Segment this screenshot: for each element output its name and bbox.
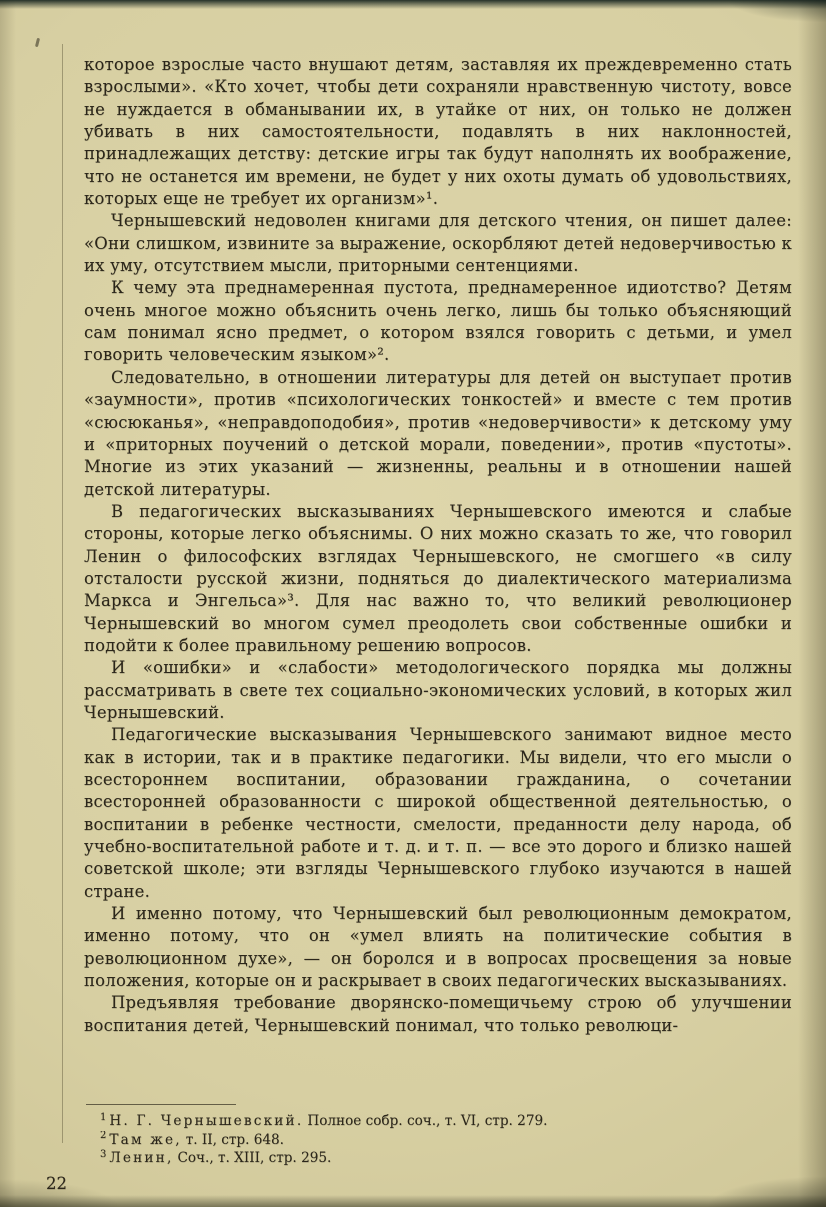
footnote-text: т. II, стр. 648.	[185, 1131, 285, 1148]
footnote-3	[84, 1149, 792, 1168]
footnote-author: Там же,	[109, 1131, 182, 1148]
footnote-marker: 3	[100, 1149, 107, 1160]
paragraph-5: В педагогических высказываниях Чернышевского имеются и слабые стороны, которые легко объяснимы. О них можно сказать то же, что говорил Ленин о философских взглядах Чернышевского, не смогшего «в силу отсталости русской жизни, подняться до диалектического материализма Маркса и Энгельса»³. Для нас важно то, что великий революционер Чернышевский во многом сумел преодолеть свои собственные ошибки и подойти к более правильному решению вопросов.	[84, 501, 792, 655]
footnote-marker: 1	[100, 1112, 107, 1123]
footnote-1	[84, 1112, 792, 1131]
page-number: 22	[46, 1174, 67, 1193]
page-footer	[46, 1104, 792, 1193]
footnote-author: Н. Г. Чернышевский.	[109, 1113, 304, 1130]
footnote-text: Соч., т. XIII, стр. 295.	[177, 1150, 332, 1167]
footnote-marker: 2	[100, 1130, 107, 1142]
paragraph-4: Следовательно, в отношении литературы для детей он выступает против «заумности», против «психологических тонкостей» и вместе с тем против «сюсюканья», «неправдоподобия», против «недоверчивости» к детскому уму и «приторных поучений о детской морали, поведении», против «пустоты». Многие из этих указаний — жизненны, реальны и в отношении нашей детской литературы.	[84, 367, 792, 499]
footnote-text: Полное собр. соч., т. VI, стр. 279.	[307, 1113, 548, 1130]
paragraph-6: И «ошибки» и «слабости» методологического порядка мы должны рассматривать в свете тех социально-экономических условий, в которых жил Чернышевский.	[84, 658, 792, 722]
paragraph-8: И именно потому, что Чернышевский был революционным демократом, именно потому, что он «умел влиять на политические события в революционном духе», — он боролся и в вопросах просвещения за новые положения, которые он и раскрывает в своих педагогических высказываниях.	[84, 904, 792, 991]
paragraph-2: Чернышевский недоволен книгами для детского чтения, он пишет далее: «Они слишком, извините за выражение, оскорбляют детей недоверчивостью к их уму, отсутствием мысли, приторными сентенциями.	[84, 211, 792, 276]
body-text	[84, 54, 792, 1037]
paragraph-3: К чему эта преднамеренная пустота, преднамеренное идиотство? Детям очень многое можно объяснить очень легко, лишь бы только объясняющий сам понимал ясно предмет, о котором взялся говорить с детьми, и умел говорить человеческим языком»².	[84, 278, 792, 365]
paragraph-1: которое взрослые часто внушают детям, заставляя их преждевременно стать взрослыми». «Кто хочет, чтобы дети сохраняли нравственную чистоту, вовсе не нуждается в обманывании их, в утайке от них, он только не должен убивать в них самостоятельности, подавлять в них наклонностей, принадлежащих детству: детские игры так будут наполнять их воображение, что не останется им времени, не будет у них охоты думать об удовольствиях, которых еще не требует их организм»¹.	[84, 55, 792, 209]
footnote-author: Ленин,	[109, 1150, 174, 1167]
paragraph-9: Предъявляя требование дворянско-помещичьему строю об улучшении воспитания детей, Чернышевский понимал, что только революци-	[84, 993, 792, 1035]
footnote-2	[84, 1131, 792, 1150]
footnote-separator	[86, 1104, 236, 1105]
paragraph-7: Педагогические высказывания Чернышевского занимают видное место как в истории, так и в практике педагогики. Мы видели, что его мысли о всестороннем воспитании, образовании гражданина, о сочетании всесторонней образованности с широкой общественной деятельностью, о воспитании в ребенке честности, смелости, преданности делу народа, об учебно-воспитательной работе и т. д. и т. п. — все это дорого и близко нашей советской школе; эти взгляды Чернышевского глубоко изучаются в нашей стране.	[84, 725, 792, 901]
